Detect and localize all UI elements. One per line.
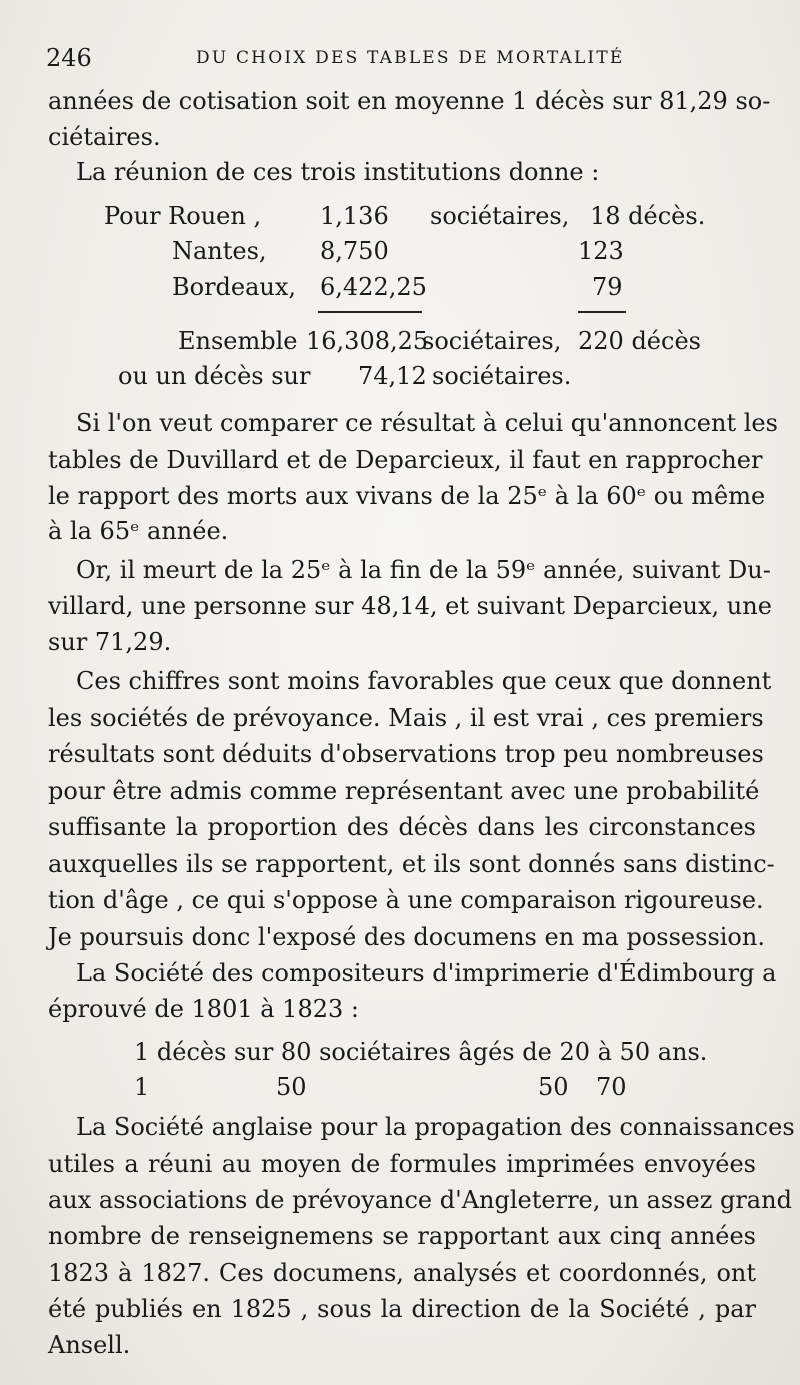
text-line: villard, une personne sur 48,14, et suivant Deparcieux, une: [48, 592, 772, 620]
text-line: La Société anglaise pour la propagation des connaissances: [76, 1113, 795, 1141]
text-line: utiles a réuni au moyen de formules imprimées envoyées: [48, 1150, 756, 1178]
text-line: sur 71,29.: [48, 628, 172, 656]
text-line: pour être admis comme représentant avec une probabilité: [48, 777, 760, 805]
table-row-label: Pour Rouen ,: [104, 202, 262, 230]
text-line: 1823 à 1827. Ces documens, analysés et coordonnés, ont: [48, 1259, 756, 1287]
table-ratio-unit: sociétaires.: [432, 362, 572, 390]
page-header: [46, 44, 766, 74]
text-line: La réunion de ces trois institutions donne :: [76, 158, 600, 186]
table-cell: 50: [538, 1073, 569, 1101]
table-cell-deaths: 123: [578, 237, 624, 265]
table-cell: 1: [134, 1073, 150, 1101]
text-line: aux associations de prévoyance d'Angleterre, un assez grand: [48, 1186, 792, 1214]
text-line: suffisante la proportion des décès dans les circonstances: [48, 813, 756, 841]
text-line: La Société des compositeurs d'imprimerie d'Édimbourg a: [76, 959, 777, 987]
table-cell: 50: [276, 1073, 307, 1101]
text-line: éprouvé de 1801 à 1823 :: [48, 995, 359, 1023]
table-total-label: Ensemble: [178, 327, 298, 355]
table-cell-members: 8,750: [320, 237, 389, 265]
text-line: résultats sont déduits d'observations trop peu nombreuses: [48, 740, 764, 768]
sum-rule: [318, 311, 422, 313]
text-line: le rapport des morts aux vivans de la 25ᵉ à la 60ᵉ ou même: [48, 482, 766, 510]
text-line: ciétaires.: [48, 123, 161, 151]
text-line: été publiés en 1825 , sous la direction de la Société , par: [48, 1295, 756, 1323]
text-line: Si l'on veut comparer ce résultat à celui qu'annoncent les: [76, 409, 778, 437]
table-row-label: Nantes,: [172, 237, 267, 265]
text-line: auxquelles ils se rapportent, et ils sont donnés sans distinc-: [48, 850, 775, 878]
text-line: nombre de renseignemens se rapportant aux cinq années: [48, 1222, 756, 1250]
table-row: 1 décès sur 80 sociétaires âgés de 20 à 50 ans.: [134, 1038, 708, 1066]
sum-rule: [578, 311, 626, 313]
page-number: 246: [46, 44, 92, 72]
table-total-deaths: 220 décès: [578, 327, 701, 355]
text-line: à la 65ᵉ année.: [48, 517, 229, 545]
text-line: Or, il meurt de la 25ᵉ à la fin de la 59ᵉ année, suivant Du-: [76, 556, 771, 584]
table-total-members: 16,308,25: [306, 327, 429, 355]
table-ratio-value: 74,12: [358, 362, 427, 390]
text-line: les sociétés de prévoyance. Mais , il est vrai , ces premiers: [48, 704, 764, 732]
table-cell: 70: [596, 1073, 627, 1101]
text-line: tion d'âge , ce qui s'oppose à une comparaison rigoureuse.: [48, 886, 764, 914]
text-line: Je poursuis donc l'exposé des documens en ma possession.: [48, 923, 765, 951]
table-cell-members: 1,136: [320, 202, 389, 230]
text-line: années de cotisation soit en moyenne 1 décès sur 81,29 so-: [48, 87, 771, 115]
table-total-unit: sociétaires,: [422, 327, 562, 355]
table-cell-unit: sociétaires,: [430, 202, 570, 230]
table-cell-deaths: 18 décès.: [590, 202, 706, 230]
table-cell-members: 6,422,25: [320, 273, 427, 301]
running-title: DU CHOIX DES TABLES DE MORTALITÉ: [196, 48, 625, 68]
table-ratio-label: ou un décès sur: [118, 362, 311, 390]
text-line: Ansell.: [48, 1331, 131, 1359]
text-line: tables de Duvillard et de Deparcieux, il faut en rapprocher: [48, 446, 763, 474]
table-cell-deaths: 79: [592, 273, 623, 301]
text-line: Ces chiffres sont moins favorables que ceux que donnent: [76, 667, 772, 695]
table-row-label: Bordeaux,: [172, 273, 297, 301]
